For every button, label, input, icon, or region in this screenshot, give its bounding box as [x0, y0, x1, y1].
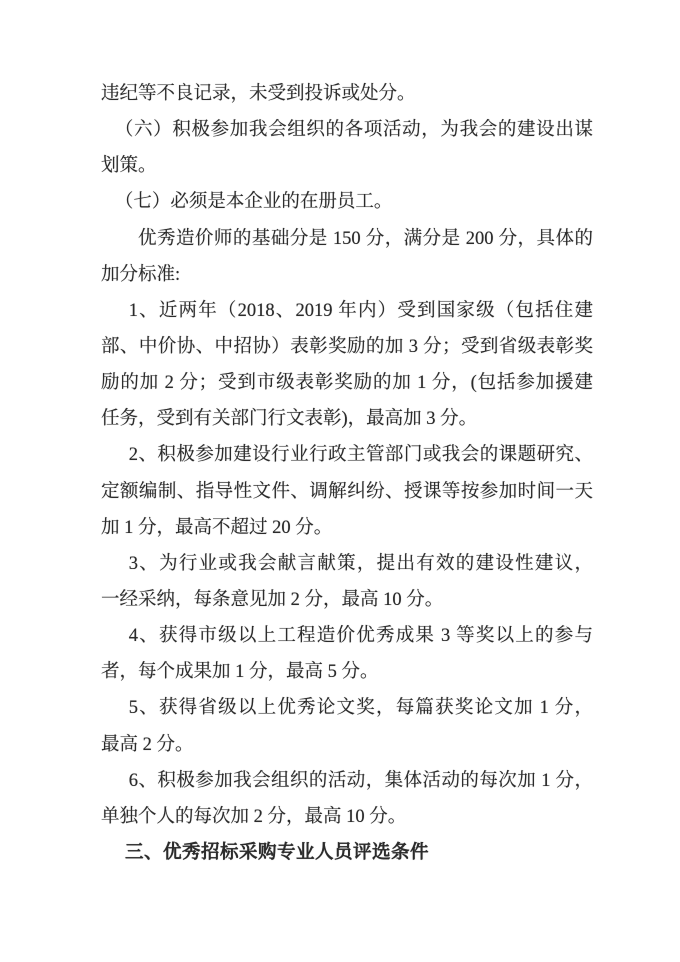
text-line: 部、中价协、中招协）表彰奖励的加 3 分；受到省级表彰奖 — [101, 336, 593, 357]
text-line: 励的加 2 分；受到市级表彰奖励的加 1 分，(包括参加援建 — [101, 373, 593, 394]
text-line: 一经采纳，每条意见加 2 分，最高 10 分。 — [101, 589, 444, 610]
text-line: 者，每个成果加 1 分，最高 5 分。 — [101, 662, 379, 683]
text-line: （七）必须是本企业的在册员工。 — [114, 192, 393, 213]
section-heading: 三、优秀招标采购专业人员评选条件 — [125, 842, 430, 863]
text-line: 优秀造价师的基础分是 150 分，满分是 200 分，具体的 — [138, 228, 593, 249]
text-line: 1、近两年（2018、2019 年内）受到国家级（包括住建 — [128, 300, 593, 321]
text-line: 最高 2 分。 — [101, 734, 194, 755]
text-line: 5、获得省级以上优秀论文奖，每篇获奖论文加 1 分， — [128, 698, 593, 719]
text-line: 任务，受到有关部门行文表彰)，最高加 3 分。 — [101, 409, 478, 430]
text-line: 单独个人的每次加 2 分，最高 10 分。 — [101, 806, 407, 827]
text-line: 划策。 — [101, 156, 157, 177]
text-line: 3、为行业或我会献言献策，提出有效的建设性建议， — [128, 553, 593, 574]
text-line: 4、获得市级以上工程造价优秀成果 3 等奖以上的参与 — [128, 626, 593, 647]
text-line: 定额编制、指导性文件、调解纠纷、授课等按参加时间一天 — [101, 481, 593, 502]
text-line: 6、积极参加我会组织的活动，集体活动的每次加 1 分， — [128, 770, 593, 791]
text-line: 违纪等不良记录，未受到投诉或处分。 — [101, 84, 416, 104]
text-line: 2、积极参加建设行业行政主管部门或我会的课题研究、 — [128, 445, 593, 466]
text-line: 加 1 分，最高不超过 20 分。 — [101, 517, 333, 538]
document-content — [101, 76, 593, 871]
text-line: （六）积极参加我会组织的各项活动，为我会的建设出谋 — [114, 120, 593, 141]
text-line: 加分标准: — [101, 264, 181, 285]
